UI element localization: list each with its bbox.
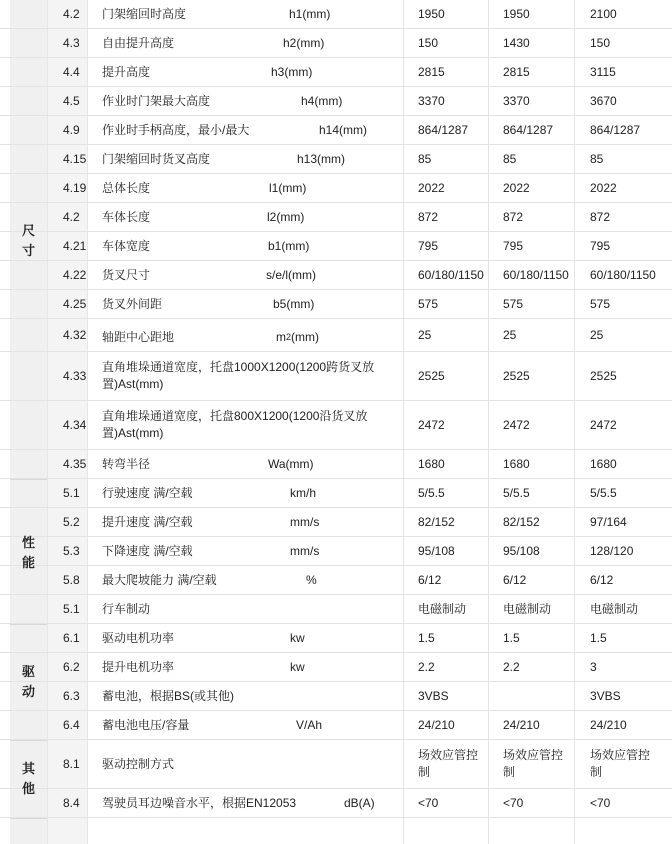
row-value-1: 2525 [403, 352, 488, 400]
row-value-3: 128/120 [574, 537, 672, 565]
row-value-2 [488, 682, 574, 710]
row-name-cell [89, 595, 403, 623]
table-row [0, 174, 672, 203]
row-value-1: 2472 [403, 401, 488, 449]
row-value-3: 864/1287 [574, 116, 672, 144]
row-value-3: 2022 [574, 174, 672, 202]
row-number: 4.22 [47, 261, 88, 289]
row-number: 4.5 [47, 87, 88, 115]
table-row [0, 537, 672, 566]
row-name-cell [89, 58, 403, 86]
row-value-2: 24/210 [488, 711, 574, 739]
row-unit: dB(A) [344, 796, 375, 810]
row-value-1: 2815 [403, 58, 488, 86]
category-divider [10, 740, 47, 741]
row-number: 5.1 [47, 595, 88, 623]
table-row [0, 87, 672, 116]
row-value-1: 3370 [403, 87, 488, 115]
row-number: 4.35 [47, 450, 88, 478]
row-name: 下降速度 满/空载 [102, 543, 193, 558]
row-unit: mm/s [290, 544, 320, 558]
row-name-cell [89, 711, 403, 739]
row-number: 4.3 [47, 29, 88, 57]
table-row [0, 0, 672, 29]
row-value-3: 1680 [574, 450, 672, 478]
row-value-3: 60/180/1150 [574, 261, 672, 289]
row-unit: b5(mm) [273, 297, 315, 311]
table-row [0, 479, 672, 508]
row-value-2: 5/5.5 [488, 479, 574, 507]
row-number: 6.3 [47, 682, 88, 710]
row-name-cell [89, 653, 403, 681]
row-value-1: 2022 [403, 174, 488, 202]
row-name: 门架缩回时高度 [102, 6, 187, 21]
row-unit: mm/s [290, 515, 320, 529]
row-value-1: 82/152 [403, 508, 488, 536]
row-value-3: 3VBS [574, 682, 672, 710]
row-value-2: 场效应管控 制 [488, 740, 574, 788]
row-number: 4.4 [47, 58, 88, 86]
row-number: 6.4 [47, 711, 88, 739]
row-number: 5.1 [47, 479, 88, 507]
row-value-3: 795 [574, 232, 672, 260]
row-name: 最大爬坡能力 满/空载 [102, 572, 217, 587]
row-value-2: 1680 [488, 450, 574, 478]
row-name: 转弯半径 [102, 456, 151, 471]
row-name: 提升速度 满/空载 [102, 514, 193, 529]
row-name-cell [89, 566, 403, 594]
row-name: 作业时手柄高度，最小/最大 [102, 122, 250, 137]
table-row [0, 319, 672, 352]
table-row [0, 145, 672, 174]
row-value-2: 795 [488, 232, 574, 260]
table-row [0, 595, 672, 624]
row-value-2: 864/1287 [488, 116, 574, 144]
table-row [0, 450, 672, 479]
row-value-1: 150 [403, 29, 488, 57]
row-name-cell [89, 145, 403, 173]
row-value-3: 2472 [574, 401, 672, 449]
row-value-2: 3370 [488, 87, 574, 115]
row-unit: h4(mm) [301, 94, 343, 108]
table-row [0, 682, 672, 711]
category-dimensions: 尺 寸 [21, 223, 35, 258]
row-name: 直角堆垛通道宽度，托盘1000X1200(1200跨货叉放置)Ast(mm) [102, 360, 375, 391]
row-value-1: 25 [403, 319, 488, 351]
row-unit: s/e/l(mm) [266, 268, 316, 282]
row-name: 车体宽度 [102, 238, 151, 253]
row-value-3: 6/12 [574, 566, 672, 594]
table-row [0, 261, 672, 290]
row-value-3: 2525 [574, 352, 672, 400]
table-row [0, 203, 672, 232]
row-value-3: 3 [574, 653, 672, 681]
row-value-2: 25 [488, 319, 574, 351]
row-name-cell [89, 682, 403, 710]
row-name-cell [89, 479, 403, 507]
row-value-2: 2022 [488, 174, 574, 202]
row-unit: l1(mm) [269, 181, 307, 195]
row-value-3: 97/164 [574, 508, 672, 536]
row-value-1: 2.2 [403, 653, 488, 681]
row-name: 总体长度 [102, 180, 151, 195]
row-name-cell [89, 740, 403, 788]
row-value-2: 6/12 [488, 566, 574, 594]
row-name: 提升电机功率 [102, 659, 175, 674]
category-drive: 驱 动 [21, 664, 35, 699]
row-unit: Wa(mm) [268, 457, 314, 471]
table-row [0, 711, 672, 740]
row-name: 驱动电机功率 [102, 630, 175, 645]
table-row [0, 624, 672, 653]
row-number [47, 818, 88, 844]
row-value-1: 6/12 [403, 566, 488, 594]
row-name: 轴距中心距地 [102, 329, 175, 344]
row-unit: kw [290, 660, 305, 674]
row-name-cell [89, 232, 403, 260]
row-name: 蓄电池，根据BS(或其他) [102, 688, 235, 703]
row-value-3: 2100 [574, 0, 672, 28]
row-value-2: 2.2 [488, 653, 574, 681]
row-value-2: 2525 [488, 352, 574, 400]
row-unit: h14(mm) [319, 123, 368, 137]
row-unit: h13(mm) [297, 152, 346, 166]
row-number: 4.33 [47, 352, 88, 400]
table-row [0, 508, 672, 537]
row-value-1: 575 [403, 290, 488, 318]
row-name: 蓄电池电压/容量 [102, 717, 190, 732]
row-name: 直角堆垛通道宽度，托盘800X1200(1200沿货叉放置)Ast(mm) [102, 409, 368, 440]
row-name-cell [89, 624, 403, 652]
row-number: 4.32 [47, 319, 88, 351]
table-row [0, 116, 672, 145]
row-value-2: 2815 [488, 58, 574, 86]
row-name-cell [89, 174, 403, 202]
category-divider [10, 479, 47, 480]
row-value-3: <70 [574, 789, 672, 817]
row-value-2: 电磁制动 [488, 595, 574, 623]
category-divider [10, 818, 47, 819]
row-number: 4.2 [47, 0, 88, 28]
row-unit: h2(mm) [283, 36, 325, 50]
row-unit: km/h [290, 486, 317, 500]
row-name: 货叉外间距 [102, 296, 163, 311]
row-number: 8.1 [47, 740, 88, 788]
row-number: 6.2 [47, 653, 88, 681]
row-value-1: 1.5 [403, 624, 488, 652]
row-value-1: 24/210 [403, 711, 488, 739]
row-value-1: 85 [403, 145, 488, 173]
row-value-1: 1680 [403, 450, 488, 478]
row-number: 5.3 [47, 537, 88, 565]
row-value-2: 1.5 [488, 624, 574, 652]
row-value-2: 85 [488, 145, 574, 173]
row-name-cell [89, 508, 403, 536]
row-name: 作业时门架最大高度 [102, 93, 211, 108]
row-name: 自由提升高度 [102, 35, 175, 50]
row-unit: m 2 (mm) [276, 330, 319, 344]
row-value-3: 电磁制动 [574, 595, 672, 623]
row-name: 行驶速度 满/空载 [102, 485, 193, 500]
table-row-empty [0, 818, 672, 844]
row-value-3: 5/5.5 [574, 479, 672, 507]
row-name-cell [89, 0, 403, 28]
row-value-3: 3115 [574, 58, 672, 86]
row-number: 5.8 [47, 566, 88, 594]
row-name-cell [89, 352, 403, 400]
row-unit: h1(mm) [289, 7, 331, 21]
table-row [0, 740, 672, 789]
row-number: 4.9 [47, 116, 88, 144]
row-value-2: 1950 [488, 0, 574, 28]
row-value-2: 95/108 [488, 537, 574, 565]
row-unit: h3(mm) [271, 65, 313, 79]
row-value-1: 95/108 [403, 537, 488, 565]
row-value-3: 575 [574, 290, 672, 318]
row-value-3: 25 [574, 319, 672, 351]
row-name-cell [89, 87, 403, 115]
row-value-1: 场效应管控 制 [403, 740, 488, 788]
row-name-cell [89, 29, 403, 57]
table-row [0, 401, 672, 450]
row-name: 驾驶员耳边噪音水平，根据EN12053 [102, 795, 297, 810]
row-number: 4.21 [47, 232, 88, 260]
row-value-1: 60/180/1150 [403, 261, 488, 289]
row-number: 4.25 [47, 290, 88, 318]
row-unit: % [306, 573, 317, 587]
category-performance: 性 能 [21, 535, 35, 570]
row-name-cell [89, 203, 403, 231]
row-name: 驱动控制方式 [102, 756, 175, 771]
table-row [0, 232, 672, 261]
row-value-3: 1.5 [574, 624, 672, 652]
row-number: 4.15 [47, 145, 88, 173]
table-row [0, 789, 672, 818]
row-number: 4.19 [47, 174, 88, 202]
row-value-1: 864/1287 [403, 116, 488, 144]
row-value-2 [488, 818, 574, 844]
row-name: 行车制动 [102, 601, 151, 616]
row-number: 4.34 [47, 401, 88, 449]
row-value-3: 3670 [574, 87, 672, 115]
row-value-1: 电磁制动 [403, 595, 488, 623]
row-name-cell [89, 401, 403, 449]
row-value-1: 3VBS [403, 682, 488, 710]
row-value-3: 场效应管控 制 [574, 740, 672, 788]
table-row [0, 290, 672, 319]
row-value-1: 5/5.5 [403, 479, 488, 507]
row-name: 提升高度 [102, 64, 151, 79]
row-value-2: 575 [488, 290, 574, 318]
row-unit: b1(mm) [268, 239, 310, 253]
row-number: 6.1 [47, 624, 88, 652]
table-row [0, 58, 672, 87]
row-name-cell [89, 319, 403, 351]
row-value-2: 2472 [488, 401, 574, 449]
row-value-3: 150 [574, 29, 672, 57]
row-value-1: <70 [403, 789, 488, 817]
row-value-2: 60/180/1150 [488, 261, 574, 289]
row-value-1: 872 [403, 203, 488, 231]
row-value-3 [574, 818, 672, 844]
table-row [0, 352, 672, 401]
row-value-1 [403, 818, 488, 844]
row-name-cell [89, 537, 403, 565]
row-value-3: 872 [574, 203, 672, 231]
table-row [0, 566, 672, 595]
row-value-1: 795 [403, 232, 488, 260]
row-number: 5.2 [47, 508, 88, 536]
row-unit: l2(mm) [267, 210, 305, 224]
category-other: 其 他 [21, 761, 35, 796]
row-unit: V/Ah [296, 718, 323, 732]
row-unit: kw [290, 631, 305, 645]
row-name: 门架缩回时货叉高度 [102, 151, 211, 166]
row-value-3: 85 [574, 145, 672, 173]
row-name-cell [89, 450, 403, 478]
row-value-2: <70 [488, 789, 574, 817]
row-name: 货叉尺寸 [102, 267, 151, 282]
row-number: 8.4 [47, 789, 88, 817]
table-row [0, 653, 672, 682]
table-row [0, 29, 672, 58]
row-name-cell [89, 290, 403, 318]
row-name-cell [89, 261, 403, 289]
category-divider [10, 624, 47, 625]
row-value-2: 1430 [488, 29, 574, 57]
row-value-2: 872 [488, 203, 574, 231]
row-value-1: 1950 [403, 0, 488, 28]
row-number: 4.2 [47, 203, 88, 231]
row-value-3: 24/210 [574, 711, 672, 739]
row-name: 车体长度 [102, 209, 151, 224]
row-value-2: 82/152 [488, 508, 574, 536]
